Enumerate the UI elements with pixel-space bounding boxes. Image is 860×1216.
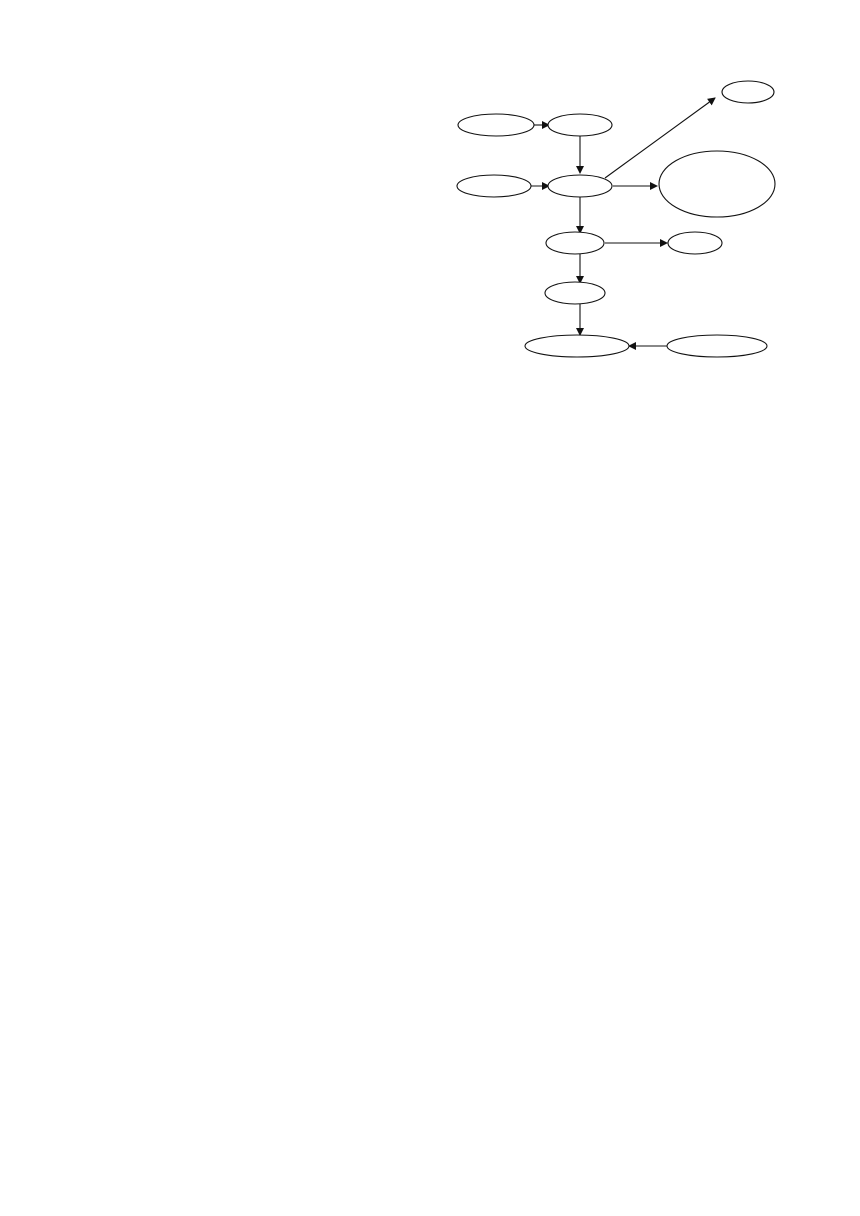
node-amino [548, 175, 612, 197]
node-function [525, 335, 629, 357]
node-element [458, 114, 534, 136]
node-peptide [546, 232, 604, 254]
concept-map-svg [455, 80, 775, 370]
node-formula [659, 151, 775, 217]
node-unit [457, 175, 531, 197]
node-about20 [722, 81, 774, 103]
node-protein [545, 282, 605, 304]
node-structure [667, 335, 767, 357]
node-chon [548, 114, 612, 136]
protein-concept-map [455, 80, 775, 370]
node-bond [668, 232, 722, 254]
